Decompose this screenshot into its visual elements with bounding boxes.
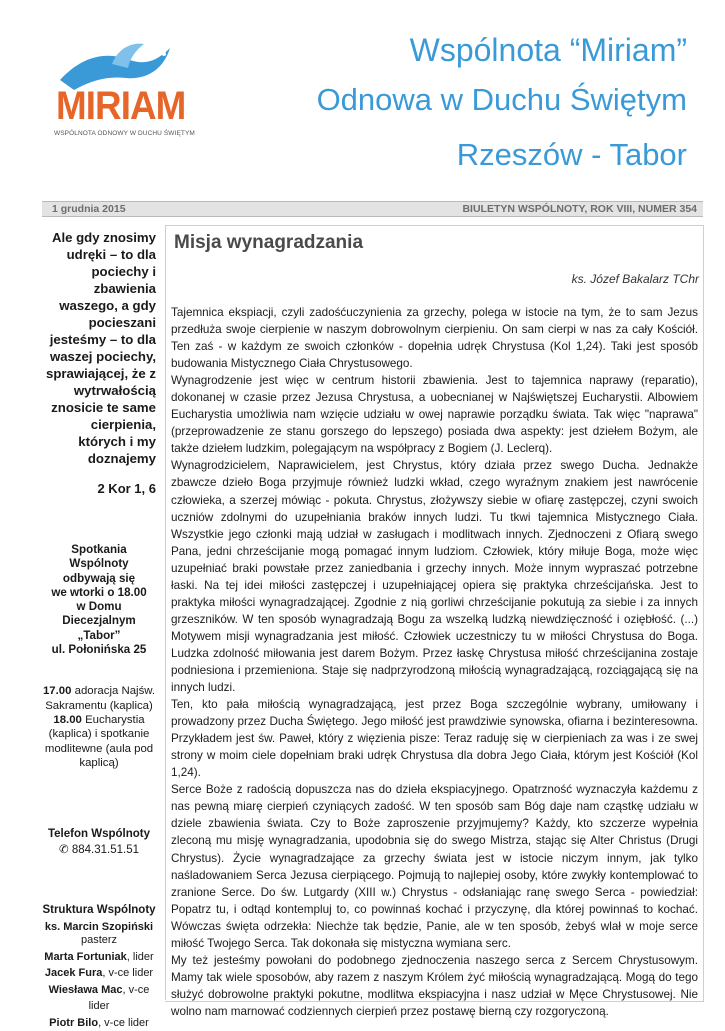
meetings-info (42, 543, 156, 657)
sidebar-quote-ref: 2 Kor 1, 6 (97, 481, 156, 496)
sidebar-quote: Ale gdy znosimy udręki – to dla pociechy i zbawienia waszego, a gdy pocieszani jesteśmy – to dla waszej pociechy, sprawiającej, że z wytrwałością znosicie te same cierpienia, których i my doznajemy (46, 230, 156, 466)
logo-subtitle: WSPÓLNOTA ODNOWY W DUCHU ŚWIĘTYM (54, 130, 195, 137)
article-paragraph: Serce Boże z radością dopuszcza nas do dzieła ekspiacyjnego. Opatrzność wyznaczyła każdemu z nas pewną miarę cierpień czyniących zadość. W ten sposób sam Bóg daje nam cząstkę udziału w dziele zbawienia świata. Czy to Boże zaproszenie przyjmujemy? Każdy, kto szczerze wypełnia zleconą mu misję wynagradzania, upodobnia się do swego Mistrza, stając się Alter Christus (Drugi Chrystus). Życie wynagradzające za grzechy świata jest w istocie niczym innym, jak tylko naśladowaniem Serca Jezusa cierpiącego. Pojmują to najlepiej osoby, które zwykły kontemplować to zranione Serce. Do św. Lutgardy (XIII w.) Chrystus - odsłaniając ranę swego Serca - powiedział: Popatrz tu, i odtąd kontempluj to, co powinnaś kochać i przyczynę, dla której powinnaś to kochać. Wówczas święta odrzekła: Niechże tak będzie, Panie, ale w ten sposób, żebyś wlał w moje serce miłość Twojego Serca. Tak dokonała się mistyczna wymiana serc. (171, 783, 698, 950)
meetings-line: Spotkania Wspólnoty (69, 543, 129, 571)
member-role: , v-ce lider (102, 967, 154, 980)
member-name: ks. Marcin Szopiński (44, 920, 154, 933)
header-title: Wspólnota “Miriam” (409, 32, 687, 68)
structure-title: Struktura Wspólnoty (42, 904, 156, 917)
schedule-text: adoracja Najśw. Sakramentu (kaplica) (45, 685, 156, 712)
phone-row (42, 842, 156, 856)
schedule-time: 17.00 (42, 685, 72, 698)
header-location: Rzeszów - Tabor (456, 137, 687, 172)
meetings-line: we wtorki o 18.00 (51, 585, 147, 599)
member-role: , lider (126, 950, 154, 963)
logo-wordmark: MIRIAM (56, 84, 186, 128)
member-role: , v-ce lider (98, 1016, 149, 1029)
header-subtitle: Odnowa w Duchu Świętym (316, 82, 687, 117)
phone-icon: ✆ (59, 844, 69, 857)
meetings-line: odbywają się (62, 571, 136, 585)
structure (42, 902, 156, 1031)
meetings-line: w Domu Diecezjalnym (62, 600, 136, 628)
sidebar (42, 229, 156, 1031)
member-name: Jacek Fura (44, 967, 103, 980)
article-paragraph: My też jesteśmy powołani do podobnego zjednoczenia naszego serca z Sercem Chrystusowym. Mamy tak wiele sposobów, aby razem z naszym Królem żyć miłością wynagradzającą. Mogą do tego służyć dobrowolne praktyki pokutne, modlitwa ekspiacyjna i nasz udział w Męce Chrystusowej. Nie wolno nam marnować codziennych cierpień przez postawę bierną czy rozgoryczoną. (171, 953, 698, 1018)
article-paragraph: Tajemnica ekspiacji, czyli zadośćuczynienia za grzechy, polega w istocie na tym, że to sam Jezus przedłuża swoje cierpienie w naszym dobrowolnym cierpieniu. On sam cierpi w nas za cały Kościół. Ten zaś - w każdym ze swoich członków - dopełnia udręk Chrystusa (Kol 1,24). Taki jest sposób budowania Mistycznego Ciała Chrystusowego. (171, 306, 698, 371)
member-name: Wiesława Mac (48, 983, 123, 996)
article-paragraph: Wynagrodzicielem, Naprawicielem, jest Chrystus, który działa przez swego Ducha. Jednakże zbawcze dzieło Boga przyjmuje również ludzki wkład, czego wyraźnym znakiem jest nawrócenie człowieka, a szerzej mówiąc - pokuta. Chrystus, złożywszy siebie w ofiarę zastępczej, czyni swoich uczniów zdolnymi do uzupełniania braków innych ludzi. Tu tkwi tajemnica Mistycznego Ciała. Wszystkie jego członki mają udział w zasługach i modlitwach innych. Zjednoczeni z Ofiarą swego Pana, jedni chrześcijanie mogą pomagać innym ludziom. Człowiek, który miłuje Boga, może więc uzupełniać braki powstałe przez zaniedbania i grzechy innych. Może innym wypraszać potrzebne łaski. Na tej idei miłości zastępczej i uzupełniającej opiera się praktyka chrześcijańska. Jest to praktyka miłości wynagradzającej. Zgodnie z nią gorliwi chrześcijanie pokutują za siebie i za innych grzeszników. W ten sposób wynagradzają Bogu za wszelką ludzką niewdzięczność i oziębłość. (...) Motywem misji wynagradzania jest miłość. Człowiek uczestniczy tu w miłości Chrystusa do Boga. Ludzka zdolność miłowania jest darem Bożym. Przez łaskę Chrystusa miłość chrześcijanina zostaje podniesiona i przemieniona. Staje się nadprzyrodzoną miłością wynagradzającą, rozciągającą się na innych ludzi. (171, 459, 698, 695)
member-name: Marta Fortuniak (44, 950, 127, 963)
article-paragraph: Wynagrodzenie jest więc w centrum historii zbawienia. Jest to tajemnica naprawy (reparatio), dokonanej w czasie przez Jezusa Chrystusa, a uobecnianej w Najświętszej Eucharystii. Albowiem Eucharystia umożliwia nam wzięcie udziału w owej naprawie porządku świata. Tak więc "naprawa" (przeprowadzenie ze stanu gorszego do lepszego) posiada dwa aspekty: jest dziełem Bożym, ale także dziełem ludzkim, polegającym na współpracy z Bogiem (J. Leclerq). (171, 374, 698, 456)
article-paragraph: Ten, kto pała miłością wynagradzającą, jest przez Boga szczególnie wybrany, umiłowany i prowadzony przez Ducha Świętego. Jego miłość jest prawdziwie synowska, ofiarna i bezinteresowna. Przykładem jest św. Paweł, który z więzienia pisze: Teraz raduję się w cierpieniach za was i ze swej strony w moim ciele dopełniam braki udręk Chrystusa dla dobra Jego Ciała, którym jest Kościół (Kol 1,24). (171, 698, 698, 780)
meetings-line: ul. Połonińska 25 (51, 643, 147, 657)
member-name: Piotr Bilo (49, 1016, 99, 1029)
phone-label: Telefon Wspólnoty (47, 828, 150, 841)
column-divider (165, 225, 166, 1000)
logo (52, 38, 195, 148)
bulletin-bar (42, 201, 703, 217)
schedule-text: Eucharystia (kaplica) i spotkanie modlitewne (aula pod kaplicą) (44, 713, 154, 769)
member-role: pasterz (80, 934, 118, 947)
phone-number: 884.31.51.51 (71, 844, 139, 857)
article-body (171, 304, 698, 1020)
member-role: , v-ce lider (88, 983, 150, 1013)
article-title: Misja wynagradzania (174, 232, 364, 253)
meetings-line: „Tabor” (77, 628, 121, 642)
schedule (42, 684, 156, 770)
schedule-time: 18.00 (53, 713, 82, 726)
bulletin-date: 1 grudnia 2015 (52, 203, 126, 215)
bulletin-issue: BIULETYN WSPÓLNOTY, ROK VIII, NUMER 354 (462, 203, 697, 215)
article-author: ks. Józef Bakalarz TChr (571, 272, 699, 286)
